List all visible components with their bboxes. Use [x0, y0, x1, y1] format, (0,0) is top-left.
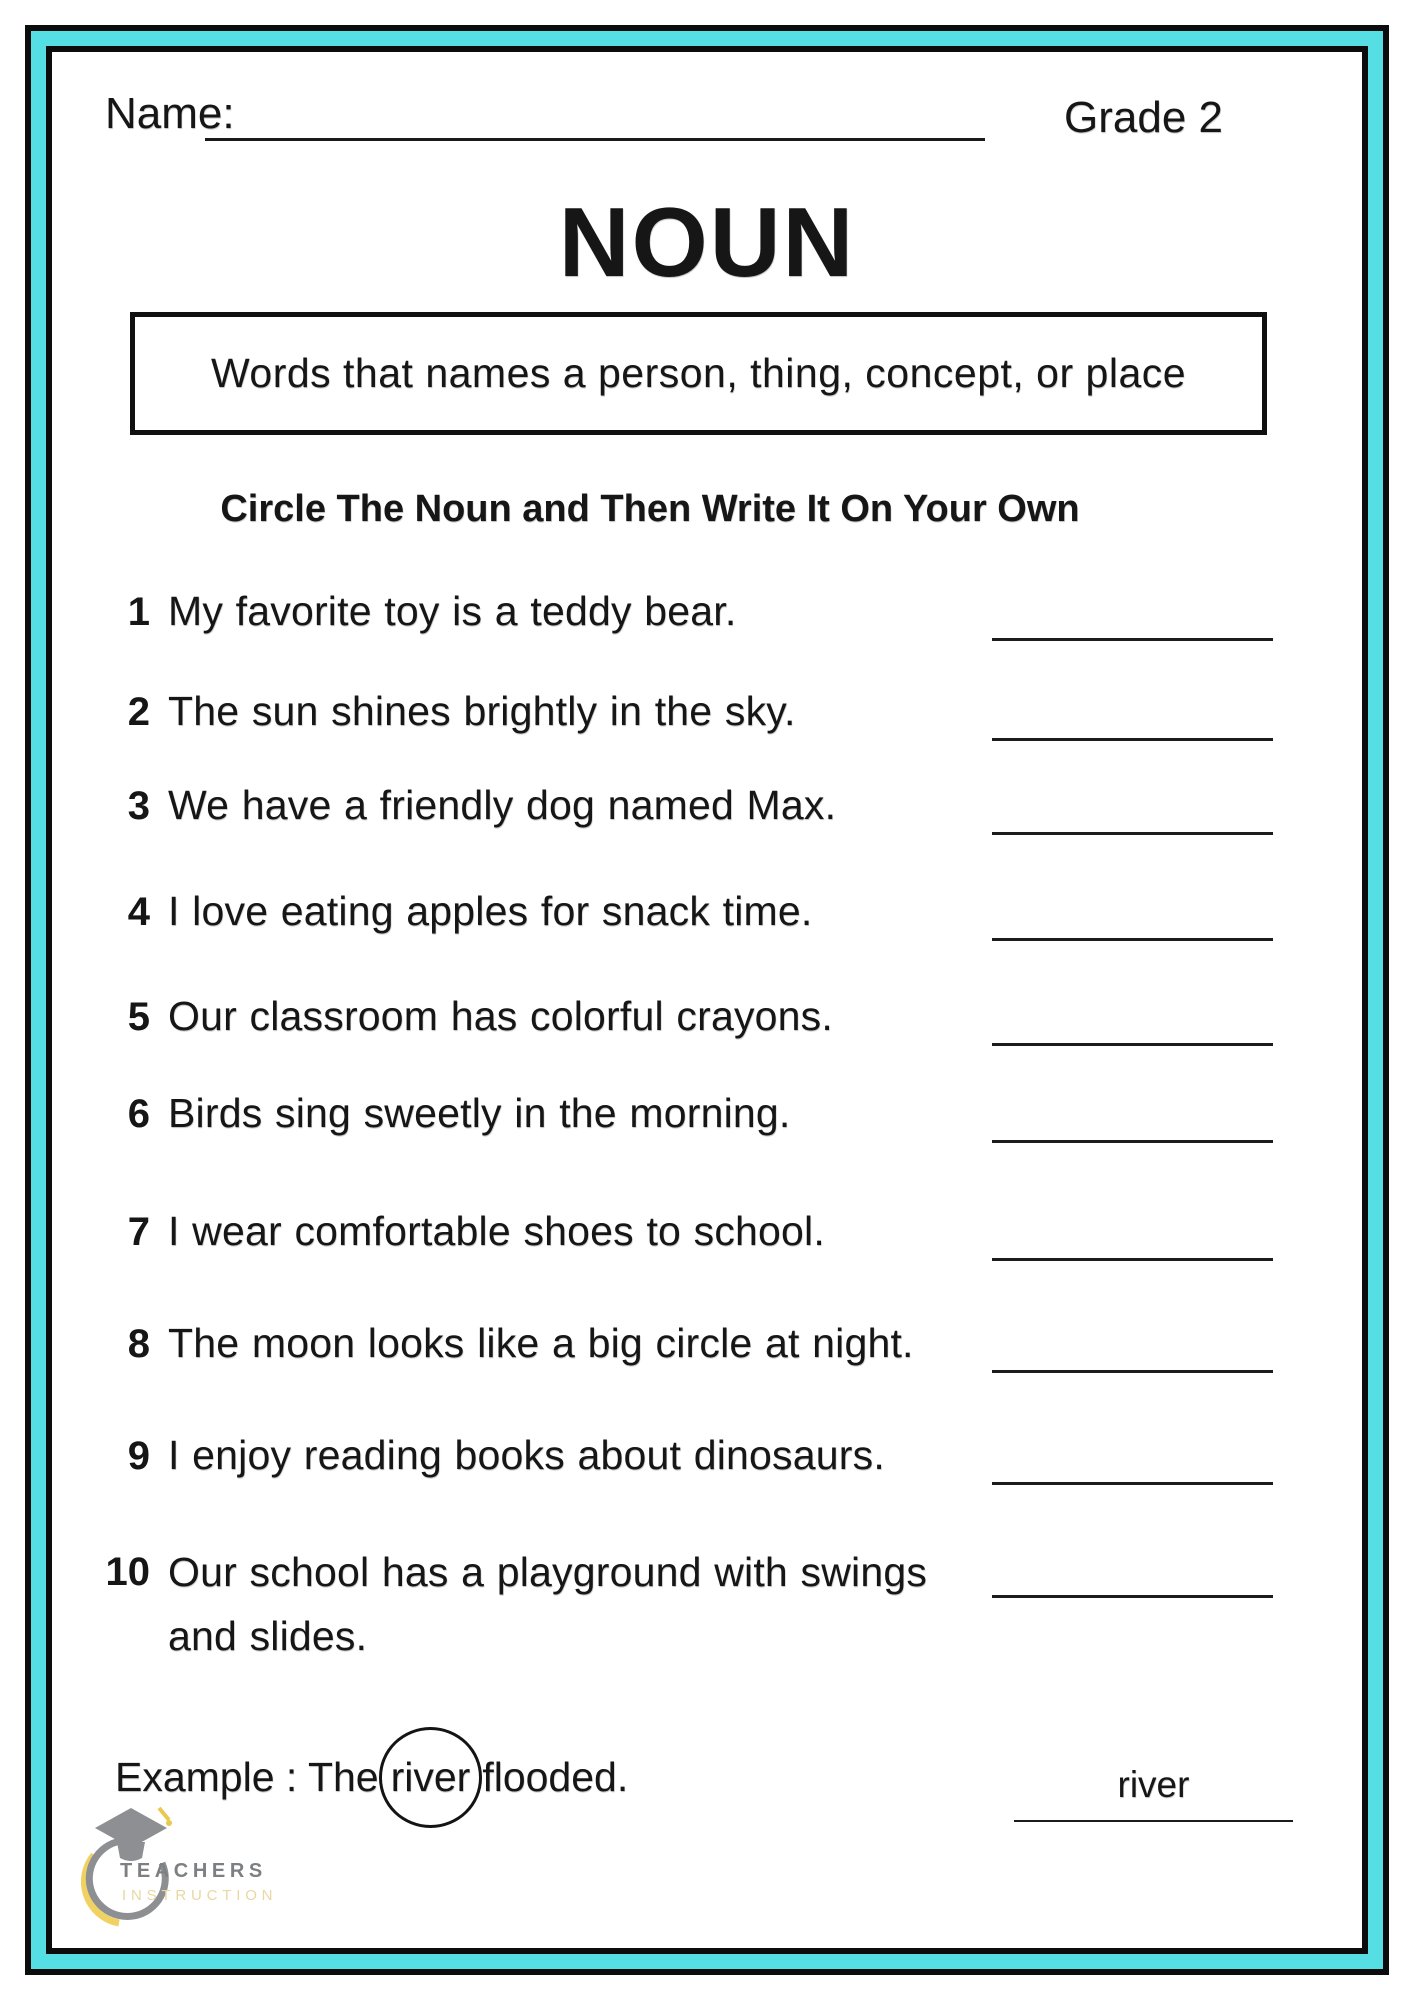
name-write-line — [205, 138, 985, 141]
question-row-9 — [95, 1432, 885, 1478]
question-row-1 — [95, 588, 737, 634]
tassel-dot-icon — [166, 1820, 172, 1826]
question-number: 2 — [127, 690, 150, 734]
question-number: 8 — [127, 1322, 150, 1366]
question-number: 3 — [127, 784, 150, 828]
question-number: 4 — [127, 890, 150, 934]
example-answer-line — [1014, 1820, 1293, 1822]
question-row-4 — [95, 888, 813, 934]
logo-text-teachers: TEACHERS — [120, 1860, 267, 1882]
answer-line-7 — [992, 1258, 1273, 1261]
instruction-heading: Circle The Noun and Then Write It On Your Own — [220, 488, 1080, 530]
question-number: 10 — [105, 1550, 150, 1594]
example-answer-text: river — [1117, 1764, 1190, 1805]
question-text: The moon looks like a big circle at night. — [168, 1320, 914, 1366]
graduation-cap-base — [117, 1842, 145, 1861]
question-number: 7 — [127, 1210, 150, 1254]
answer-line-4 — [992, 938, 1273, 941]
question-text: Our classroom has colorful crayons. — [168, 993, 833, 1039]
circled-noun: river — [379, 1727, 483, 1828]
question-text: Our school has a playground with swings and slides. — [168, 1549, 928, 1659]
definition-text: Words that names a person, thing, concept, or place — [210, 350, 1187, 396]
question-row-3 — [95, 782, 837, 828]
teachers-instruction-logo — [80, 1802, 350, 1942]
answer-line-10 — [992, 1595, 1273, 1598]
question-number: 9 — [127, 1434, 150, 1478]
question-number: 6 — [127, 1092, 150, 1136]
answer-line-6 — [992, 1140, 1273, 1143]
logo-text-instruction: INSTRUCTION — [122, 1887, 278, 1904]
question-row-2 — [95, 688, 796, 734]
question-text: Birds sing sweetly in the morning. — [168, 1090, 791, 1136]
question-text: My favorite toy is a teddy bear. — [168, 588, 737, 634]
answer-line-2 — [992, 738, 1273, 741]
name-label: Name: — [105, 89, 235, 138]
question-text: I wear comfortable shoes to school. — [168, 1208, 825, 1254]
answer-line-3 — [992, 832, 1273, 835]
question-number: 5 — [127, 995, 150, 1039]
question-row-7 — [95, 1208, 825, 1254]
definition-box — [130, 312, 1267, 435]
tassel-icon — [159, 1808, 169, 1820]
grade-badge: Grade 2 — [1064, 93, 1223, 142]
question-row-6 — [95, 1090, 791, 1136]
answer-line-8 — [992, 1370, 1273, 1373]
question-row-8 — [95, 1320, 914, 1366]
question-text: We have a friendly dog named Max. — [168, 782, 837, 828]
question-number: 1 — [127, 590, 150, 634]
example-row — [115, 1754, 629, 1800]
question-text: I enjoy reading books about dinosaurs. — [168, 1432, 885, 1478]
question-row-5 — [95, 993, 833, 1039]
answer-line-9 — [992, 1482, 1273, 1485]
question-text: I love eating apples for snack time. — [168, 888, 813, 934]
question-row-10 — [95, 1540, 948, 1668]
question-text: The sun shines brightly in the sky. — [168, 688, 796, 734]
page-title: NOUN — [558, 187, 856, 297]
example-prefix: Example : The — [115, 1754, 379, 1800]
answer-line-5 — [992, 1043, 1273, 1046]
answer-line-1 — [992, 638, 1273, 641]
example-suffix: flooded. — [482, 1754, 629, 1800]
